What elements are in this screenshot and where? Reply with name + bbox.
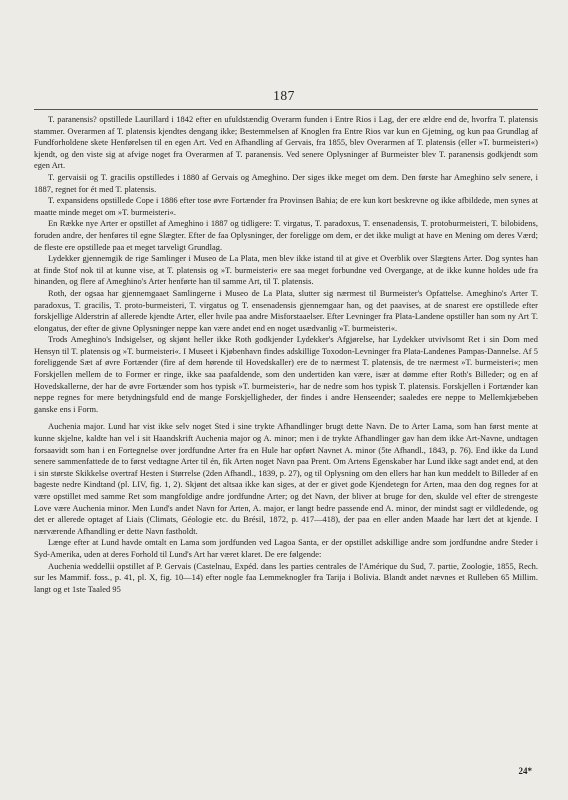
- paragraph-roth: Roth, der ogsaa har gjennemgaaet Samlingerne i Museo de La Plata, slutter sig nærmest til Burmeister's Opfattelse. Ameghino's Arter T. paradoxus, T. gracilis, T. proto-burmeisteri, T. virgatus og T. ensenadensis gjennemgaar han, og det paavises, at de snarest ere opstillede efter forskjellige Alderstrin af allerede kjendte Arter, eller hvile paa andre Misforstaaelser. Efter Levninger fra Plata-Landene opstiller han som ny Art T. elongatus, der efter de givne Oplysninger neppe kan være andet end en noget usædvanlig »T. burmeisteri«.: [34, 288, 538, 333]
- paragraph-ameghino-species: En Række nye Arter er opstillet af Ameghino i 1887 og tidligere: T. virgatus, T. paradoxus, T. ensenadensis, T. protoburmeisteri, T. bilobidens, foruden andre, der henføres til egne Slægter. Efter de faa Oplysninger, der foreligge om dem, er det ikke muligt at have en Mening om deres Værd; de fleste ere opstillede paa et meget tarveligt Grundlag.: [34, 219, 538, 252]
- paragraph-auchenia-major: Auchenia major. Lund har vist ikke selv noget Sted i sine trykte Afhandlinger brugt dette Navn. De to Arter Lama, som han først mente at kunne skjelne, kaldte han vel i sit Haandskrift Auchenia major og A. minor; men i de trykte Afhandlinger gav han dem ikke Art-Navne, undtagen forsaavidt som han i en Fortegnelse over jordfundne Arter fra en Hule har opført Navnet A. minor (5te Afhandl., 1843, p. 76). End ikke da Lund senere sammenfattede de to først vedtagne Arter til én, fik Arten noget Navn paa Prent. Om Artens Egenskaber har Lund ikke sagt andet end, at den i sin største Skikkelse overtraf Hesten i Størrelse (2den Afhandl., 1839, p. 27), og til Oplysning om den ellers har han kun meddelt to Billeder af en bageste nedre Kindtand (pl. LIV, fig. 1, 2). Skjønt det altsaa ikke kan siges, at der er givet gode Kjendetegn for Arten, maa den dog regnes for at være opstillet med samme Ret som mangfoldige andre jordfundne Arter; og det Navn, der bliver at bruge for den, skulde vel efter de strengeste Love være Auchenia minor. Men Lund's andet Navn for Arten, A. major, er langt bedre passende end A. minor, der mindst sagt er vildledende, og det er allerede optaget af Liais (Climats, Géologie etc. du Brésil, 1872, p. 417—418), der paa en eller anden Maade har lært det at kjende. I nærværende Afhandling er dette Navn fastholdt.: [34, 422, 538, 536]
- header-rule: [34, 109, 538, 110]
- paragraph-toxodon-gervaisii: T. gervaisii og T. gracilis opstilledes i 1880 af Gervais og Ameghino. Der siges ikke meget om dem. Den første har Ameghino selv senere, i 1887, regnet for ét med T. platensis.: [34, 172, 538, 194]
- printer-signature: 24*: [518, 766, 532, 776]
- paragraph-auchenia-weddellii: Auchenia weddellii opstillet af P. Gervais (Castelnau, Expéd. dans les parties centrales de l'Amérique du Sud, 7. partie, Zoologie, 1855, Rech. sur les Mammif. foss., p. 41, pl. X, fig. 10—14) efter nogle faa Lemmeknogler fra Tarija i Bolivia. Blandt andet nævnes et Rulleben 65 Millim. langt og et 1ste Taaled 95: [34, 561, 538, 594]
- paragraph-toxodon-paranensis: T. paranensis? opstillede Laurillard i 1842 efter en ufuldstændig Overarm funden i Entre Rios i Lag, der ere ældre end de, hvorfra T. platensis stammer. Overarmen af T. platensis kjendtes dengang ikke; Bestemmelsen af Knoglen fra Entre Rios var kun en Gjetning, og kun paa Grundlag af Fundforholdene skete Henførelsen til en egen Art. Ved en Afhandling af Gervais, fra 1855, blev Overarmen af T. platensis (eller »T. burmeisteri«) kjendt, og den viste sig at afvige noget fra Overarmen af T. paranensis. Ved senere Oplysninger af Burmeister blev T. paranensis godkjendt som egen Art.: [34, 115, 538, 171]
- body-text: [34, 114, 538, 595]
- paragraph-lydekker: Lydekker gjennemgik de rige Samlinger i Museo de La Plata, men blev ikke istand til at give et Overblik over Slægtens Arter. Dog syntes han at finde Stof nok til at kunne vise, at T. platensis og »T. burmeisteri« ere saa meget forbundne ved Overgange, at de ikke kunne holdes ude fra hinanden, og flere af Ameghino's Arter henførte han til samme Art, til T. platensis.: [34, 254, 538, 287]
- page-number: 187: [273, 88, 295, 103]
- paragraph-toxodon-expansidens: T. expansidens opstillede Cope i 1886 efter tose øvre Fortænder fra Provinsen Bahia; de ere kun kort beskrevne og ikke afbildede, men synes at maatte minde meget om »T. burmeisteri«.: [34, 196, 538, 217]
- paragraph-other-lamas: Længe efter at Lund havde omtalt en Lama som jordfunden ved Lagoa Santa, er der opstillet adskillige andre som jordfundne andre Steder i Syd-Amerika, uden at deres Forhold til Lund's Art har været klaret. De ere følgende:: [34, 538, 538, 559]
- paragraph-museum-copenhagen: Trods Ameghino's Indsigelser, og skjønt heller ikke Roth godkjender Lydekker's Afgjørelse, har Lydekker utvivlsomt Ret i sin Dom med Hensyn til T. platensis og »T. burmeisteri«. I Museet i Kjøbenhavn findes adskillige Toxodon-Levninger fra Plata-Landenes Pampas-Dannelse. Af 5 foreliggende Sæt af øvre Fortænder (fire af dem hørende til Hovedskaller) ere de to nærmest T. platensis, de tre nærmest »T. burmeisteri«; men Forskjellen mellem de to Former er ringe, ikke saa paafaldende, som den undertiden kan være, især at dømme efter Roth's Billeder; og en af Hovedskallerne, der har de øvre Fortænder som hos typisk »T. burmeisteri«, har de nedre som hos typisk T. platensis. Forskjellen i Fortænder kan neppe regnes for mere betydningsfuld end de mange Forskjelligheder, der findes i andre Henseender; saaledes ere neppe to Mellemkjæbeben ganske ens i Form.: [34, 335, 538, 414]
